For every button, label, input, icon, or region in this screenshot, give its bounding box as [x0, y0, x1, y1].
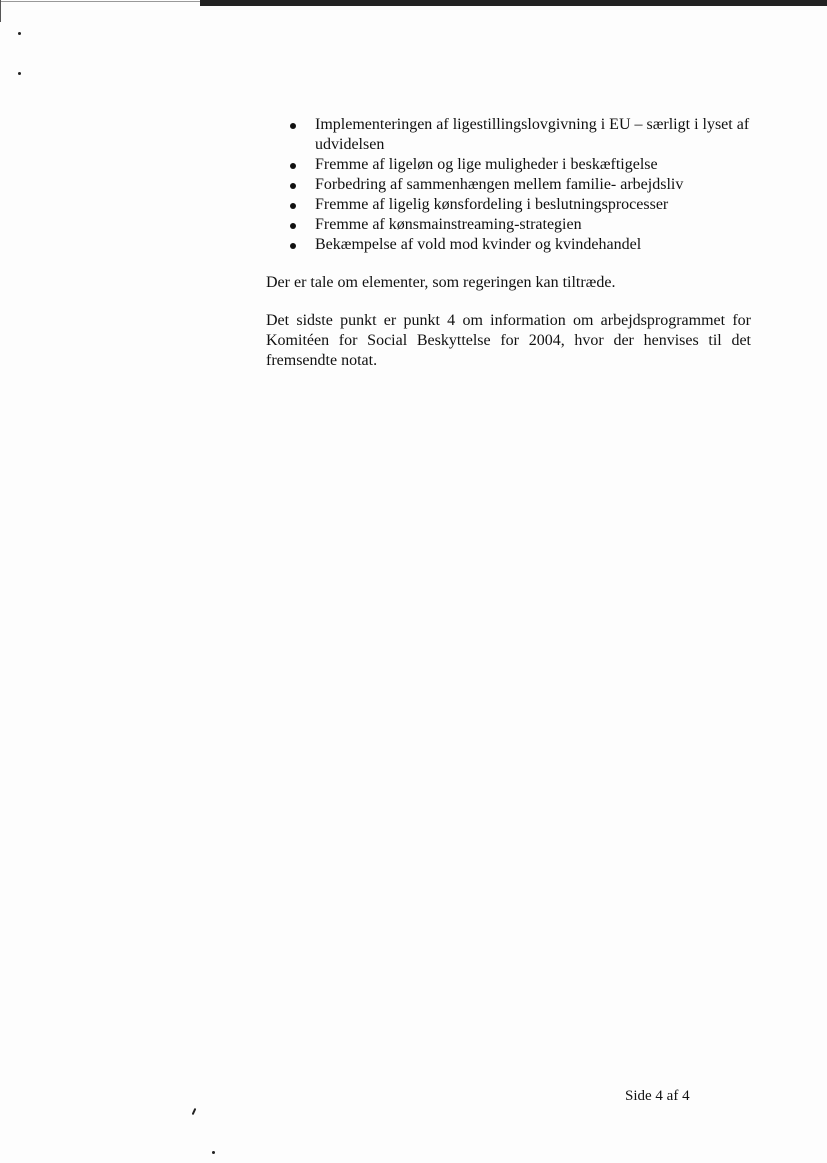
scan-speck [18, 72, 21, 75]
list-item [266, 235, 751, 255]
scan-speck [18, 32, 21, 35]
list-item [266, 195, 751, 215]
list-item-text: Fremme af ligelig kønsfordeling i beslutningsprocesser [315, 196, 669, 213]
document-body [266, 115, 751, 371]
list-item [266, 115, 751, 155]
list-item-text: Fremme af ligeløn og lige muligheder i beskæftigelse [315, 156, 658, 173]
list-item-text: Bekæmpelse af vold mod kvinder og kvindehandel [315, 236, 642, 253]
bullet-icon [290, 123, 296, 129]
list-item [266, 215, 751, 235]
bullet-icon [290, 203, 296, 209]
scan-speck [212, 1151, 215, 1154]
scan-speck [192, 1108, 197, 1115]
scan-border-left [0, 0, 1, 22]
paragraph-conclusion: Der er tale om elementer, som regeringen kan tiltræde. [266, 274, 616, 291]
list-item [266, 175, 751, 195]
scan-border-top-thin [0, 1, 200, 2]
list-item [266, 155, 751, 175]
bullet-icon [290, 243, 296, 249]
paragraph-last-item: Det sidste punkt er punkt 4 om information om arbejdsprogrammet for Komitéen for Social Beskyttelse for 2004, hvor der henvises til det fremsendte notat. [266, 312, 751, 369]
list-item-text: Forbedring af sammenhængen mellem familie- arbejdsliv [315, 176, 684, 193]
list-item-text: Implementeringen af ligestillingslovgivning i EU – særligt i lyset af udvidelsen [315, 116, 750, 153]
bullet-icon [290, 183, 296, 189]
bullet-icon [290, 223, 296, 229]
bullet-list [266, 115, 751, 255]
bullet-icon [290, 163, 296, 169]
list-item-text: Fremme af kønsmainstreaming-strategien [315, 216, 582, 233]
page-number: Side 4 af 4 [625, 1088, 690, 1104]
